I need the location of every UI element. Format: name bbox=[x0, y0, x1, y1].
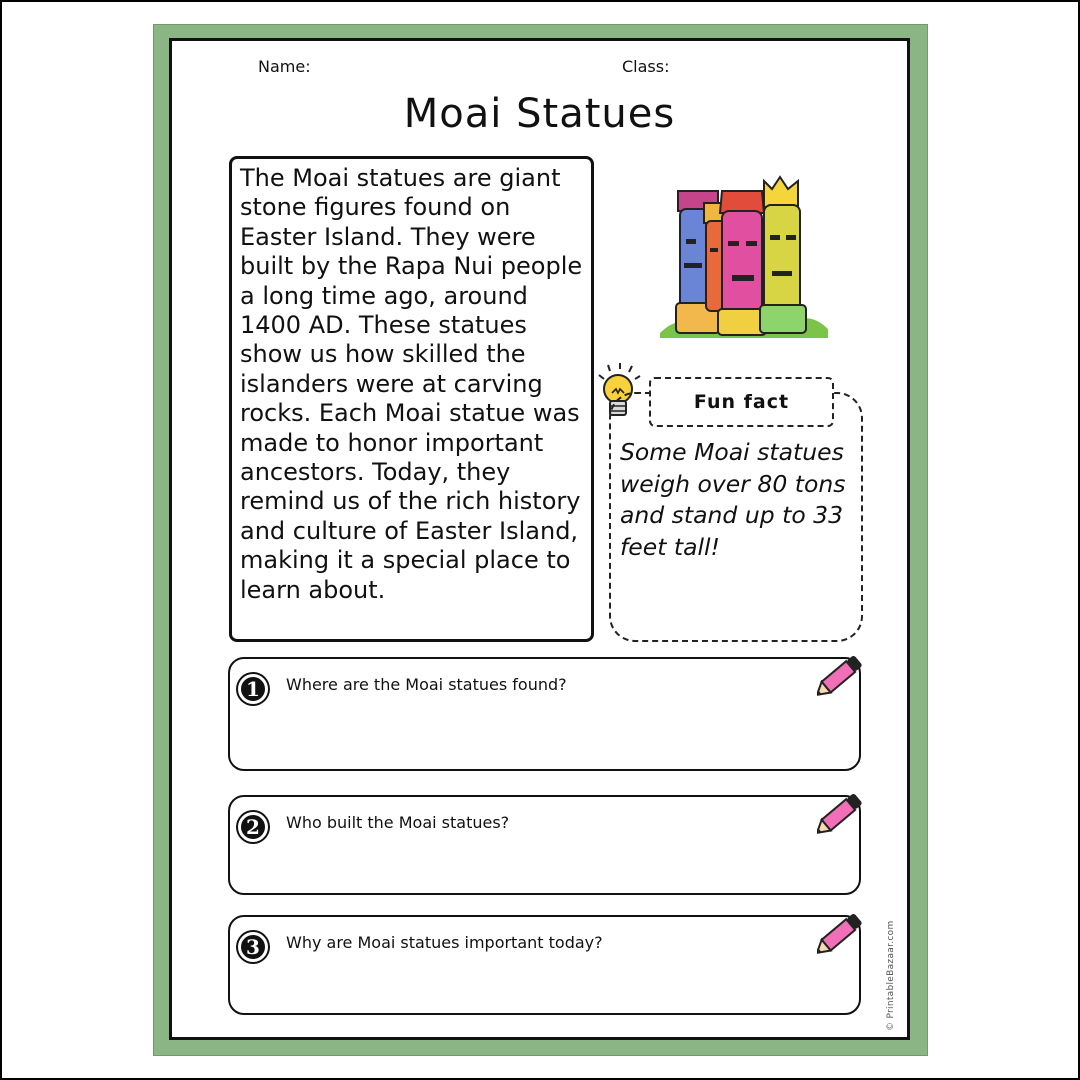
question-box-1[interactable] bbox=[228, 657, 861, 771]
question-box-3[interactable] bbox=[228, 915, 861, 1015]
passage-line: remind us of the rich history bbox=[240, 487, 581, 516]
passage-line: ancestors. Today, they bbox=[240, 458, 511, 487]
question-text: Why are Moai statues important today? bbox=[286, 933, 603, 952]
question-number-badge: 2 bbox=[238, 812, 268, 842]
passage-line: rocks. Each Moai statue was bbox=[240, 399, 580, 428]
passage-line: learn about. bbox=[240, 575, 386, 604]
passage-line: stone figures found on bbox=[240, 193, 511, 222]
passage-line: built by the Rapa Nui people bbox=[240, 252, 583, 281]
question-box-2[interactable] bbox=[228, 795, 861, 895]
passage-text bbox=[240, 164, 583, 605]
question-number-badge: 3 bbox=[238, 932, 268, 962]
reading-passage bbox=[229, 156, 594, 642]
moai-statue-pink bbox=[718, 191, 766, 335]
class-label: Class: bbox=[622, 57, 670, 76]
moai-statue-yellow bbox=[760, 177, 806, 333]
fun-fact-line: and stand up to 33 bbox=[620, 501, 844, 529]
question-text: Who built the Moai statues? bbox=[286, 813, 510, 832]
worksheet-page bbox=[169, 38, 910, 1040]
passage-line: islanders were at carving bbox=[240, 369, 543, 398]
passage-line: show us how skilled the bbox=[240, 340, 526, 369]
pencil-icon bbox=[817, 785, 869, 837]
passage-line: The Moai statues are giant bbox=[240, 164, 561, 192]
copyright-text: © PrintableBazaar.com bbox=[886, 920, 896, 1031]
name-label: Name: bbox=[258, 57, 311, 76]
fun-fact-line: Some Moai statues bbox=[620, 438, 844, 466]
passage-line: making it a special place to bbox=[240, 546, 571, 575]
question-number-badge: 1 bbox=[238, 674, 268, 704]
fun-fact-label: Fun fact bbox=[649, 377, 834, 427]
passage-line: and culture of Easter Island, bbox=[240, 516, 579, 545]
passage-line: made to honor important bbox=[240, 428, 544, 457]
moai-statues-illustration bbox=[660, 173, 830, 343]
fun-fact-text bbox=[620, 437, 858, 563]
passage-line: a long time ago, around bbox=[240, 281, 528, 310]
fun-fact-line: weigh over 80 tons bbox=[620, 469, 846, 498]
passage-line: Easter Island. They were bbox=[240, 222, 536, 251]
fun-fact-line: feet tall! bbox=[620, 532, 720, 561]
question-text: Where are the Moai statues found? bbox=[286, 675, 567, 694]
pencil-icon bbox=[817, 905, 869, 957]
passage-line: 1400 AD. These statues bbox=[240, 311, 527, 340]
page-title: Moai Statues bbox=[403, 91, 676, 137]
pencil-icon bbox=[817, 647, 869, 699]
